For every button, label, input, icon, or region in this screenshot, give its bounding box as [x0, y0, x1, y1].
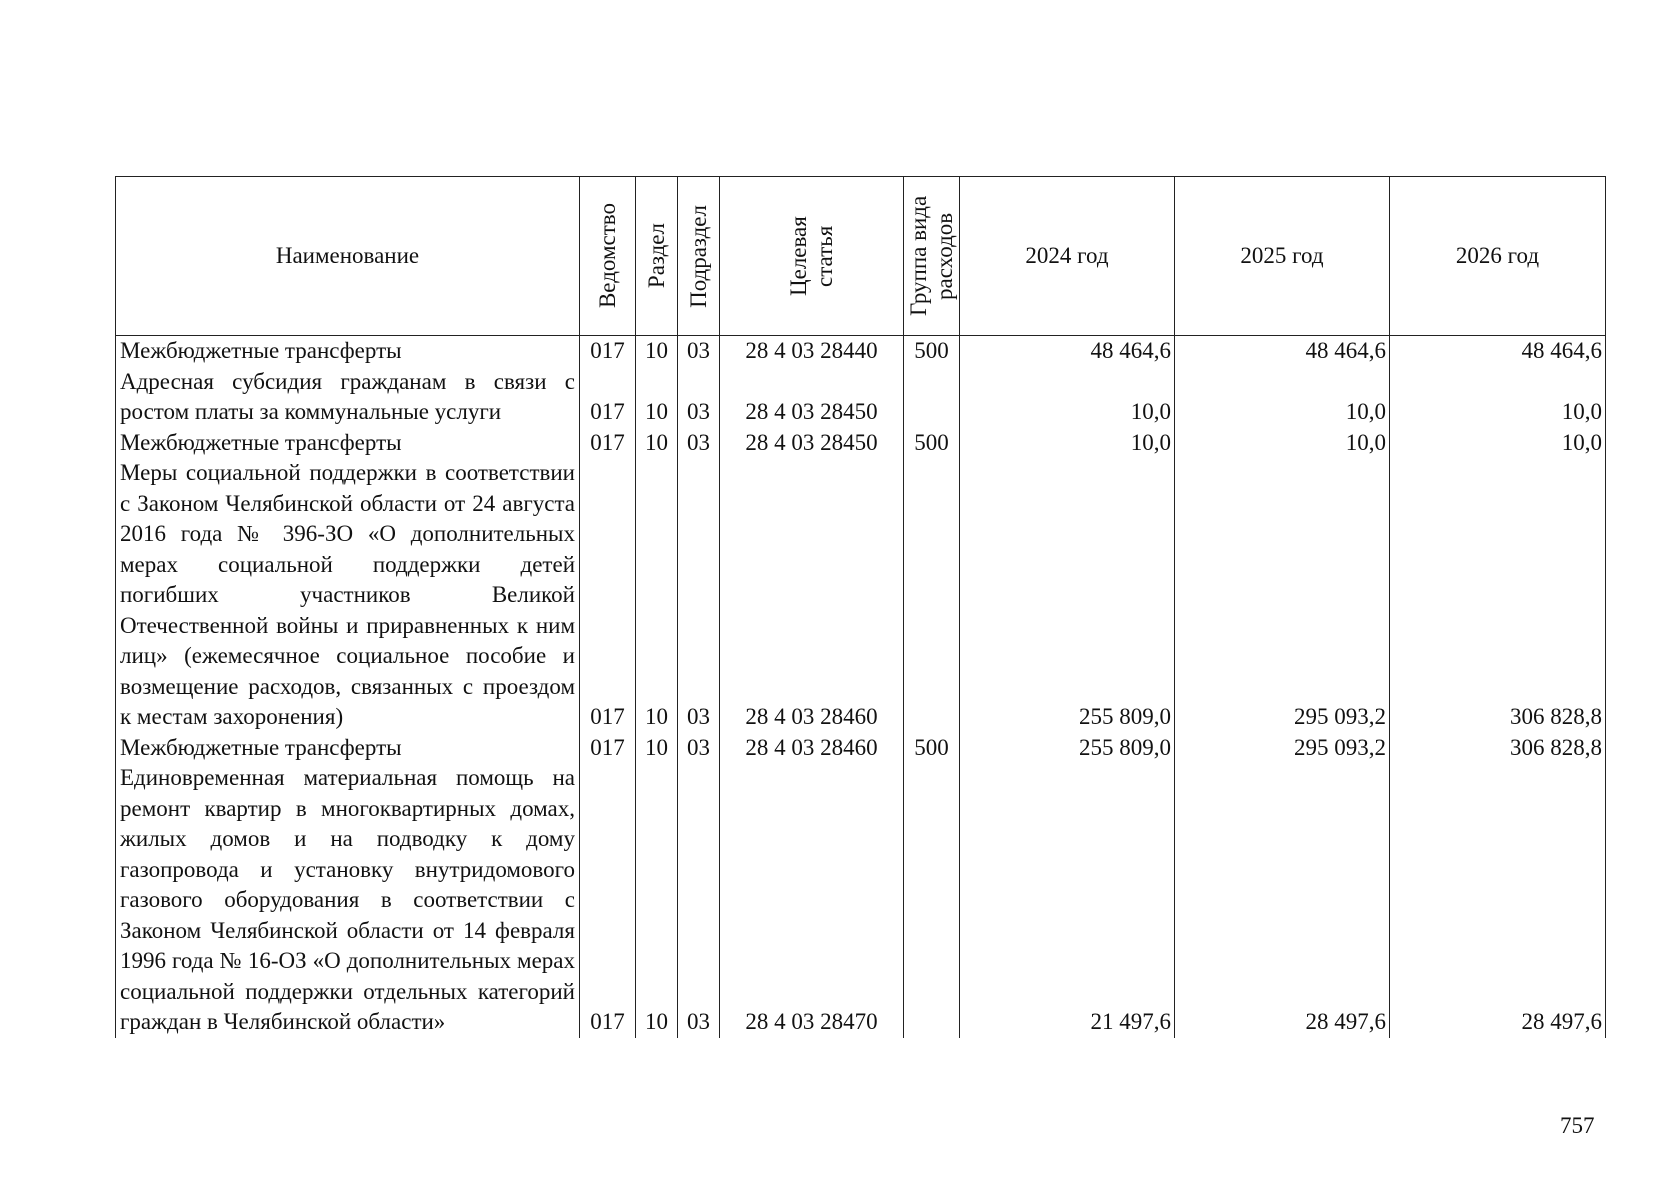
row-name: Адресная субсидия гражданам в связи с ростом платы за коммунальные услуги	[116, 367, 580, 428]
row-razdel: 10	[636, 733, 678, 764]
header-celevaya-label: Целевая статья	[785, 216, 837, 296]
header-2026-label: 2026 год	[1455, 243, 1540, 268]
row-razdel: 10	[636, 458, 678, 733]
header-2025-label: 2025 год	[1240, 243, 1324, 268]
row-2026: 10,0	[1390, 428, 1606, 459]
header-2025	[1175, 177, 1390, 336]
row-vedomstvo: 017	[580, 428, 636, 459]
header-2026	[1390, 177, 1606, 336]
row-podrazdel: 03	[678, 336, 720, 367]
header-gruppa	[904, 177, 960, 336]
header-razdel-label: Раздел	[643, 223, 669, 289]
header-gruppa-label: Группа вида расходов	[905, 195, 957, 317]
row-2024: 21 497,6	[960, 763, 1175, 1038]
row-razdel: 10	[636, 336, 678, 367]
row-2025: 28 497,6	[1175, 763, 1390, 1038]
header-2024	[960, 177, 1175, 336]
row-razdel: 10	[636, 428, 678, 459]
row-gruppa: 500	[904, 428, 960, 459]
row-podrazdel: 03	[678, 367, 720, 428]
row-podrazdel: 03	[678, 733, 720, 764]
row-2026: 10,0	[1390, 367, 1606, 428]
table-row	[116, 336, 1606, 367]
budget-table-sheet	[115, 176, 1605, 1038]
row-name: Единовременная материальная помощь на ремонт квартир в многоквартирных домах, жилых домов и на подводку к дому газопровода и установку внутридомового газового оборудования в соответствии с Законом Челябинской области от 14 февраля 1996 года № 16-ОЗ «О дополнительных мерах социальной поддержки отдельных категорий граждан в Челябинской области»	[116, 763, 580, 1038]
table-row	[116, 458, 1606, 733]
header-podrazdel-label: Подраздел	[685, 204, 711, 308]
row-name: Меры социальной поддержки в соответствии с Законом Челябинской области от 24 августа 2016 года № 396-ЗО «О дополнительных мерах социальной поддержки детей погибших участников Великой Отечественной войны и приравненных к ним лиц» (ежемесячное социальное пособие и возмещение расходов, связанных с проездом к местам захоронения)	[116, 458, 580, 733]
row-2024: 10,0	[960, 428, 1175, 459]
row-vedomstvo: 017	[580, 458, 636, 733]
budget-table	[115, 176, 1606, 1038]
row-2025: 295 093,2	[1175, 458, 1390, 733]
row-podrazdel: 03	[678, 428, 720, 459]
row-gruppa	[904, 458, 960, 733]
row-razdel: 10	[636, 367, 678, 428]
header-podrazdel	[678, 177, 720, 336]
row-gruppa	[904, 367, 960, 428]
row-gruppa: 500	[904, 336, 960, 367]
row-2024: 255 809,0	[960, 733, 1175, 764]
row-celevaya: 28 4 03 28450	[720, 367, 904, 428]
header-razdel	[636, 177, 678, 336]
row-name: Межбюджетные трансферты	[116, 336, 580, 367]
row-celevaya: 28 4 03 28450	[720, 428, 904, 459]
row-celevaya: 28 4 03 28460	[720, 458, 904, 733]
row-vedomstvo: 017	[580, 336, 636, 367]
row-2024: 255 809,0	[960, 458, 1175, 733]
table-row	[116, 763, 1606, 1038]
header-name	[116, 177, 580, 336]
row-gruppa	[904, 763, 960, 1038]
row-2026: 28 497,6	[1390, 763, 1606, 1038]
row-vedomstvo: 017	[580, 763, 636, 1038]
row-2025: 48 464,6	[1175, 336, 1390, 367]
header-vedomstvo-label: Ведомство	[594, 203, 620, 309]
row-podrazdel: 03	[678, 763, 720, 1038]
row-celevaya: 28 4 03 28470	[720, 763, 904, 1038]
row-2026: 306 828,8	[1390, 458, 1606, 733]
row-2026: 306 828,8	[1390, 733, 1606, 764]
header-2024-label: 2024 год	[1025, 243, 1109, 268]
row-2026: 48 464,6	[1390, 336, 1606, 367]
header-vedomstvo	[580, 177, 636, 336]
table-row	[116, 367, 1606, 428]
row-2024: 10,0	[960, 367, 1175, 428]
header-celevaya	[720, 177, 904, 336]
table-row	[116, 733, 1606, 764]
table-header-row	[116, 177, 1606, 336]
row-gruppa: 500	[904, 733, 960, 764]
row-name: Межбюджетные трансферты	[116, 733, 580, 764]
row-2025: 295 093,2	[1175, 733, 1390, 764]
row-2025: 10,0	[1175, 428, 1390, 459]
row-vedomstvo: 017	[580, 367, 636, 428]
row-vedomstvo: 017	[580, 733, 636, 764]
row-celevaya: 28 4 03 28460	[720, 733, 904, 764]
row-razdel: 10	[636, 763, 678, 1038]
row-2024: 48 464,6	[960, 336, 1175, 367]
header-name-label: Наименование	[275, 243, 420, 268]
row-celevaya: 28 4 03 28440	[720, 336, 904, 367]
page-number: 757	[1560, 1113, 1595, 1138]
table-row	[116, 428, 1606, 459]
row-2025: 10,0	[1175, 367, 1390, 428]
row-name: Межбюджетные трансферты	[116, 428, 580, 459]
row-podrazdel: 03	[678, 458, 720, 733]
